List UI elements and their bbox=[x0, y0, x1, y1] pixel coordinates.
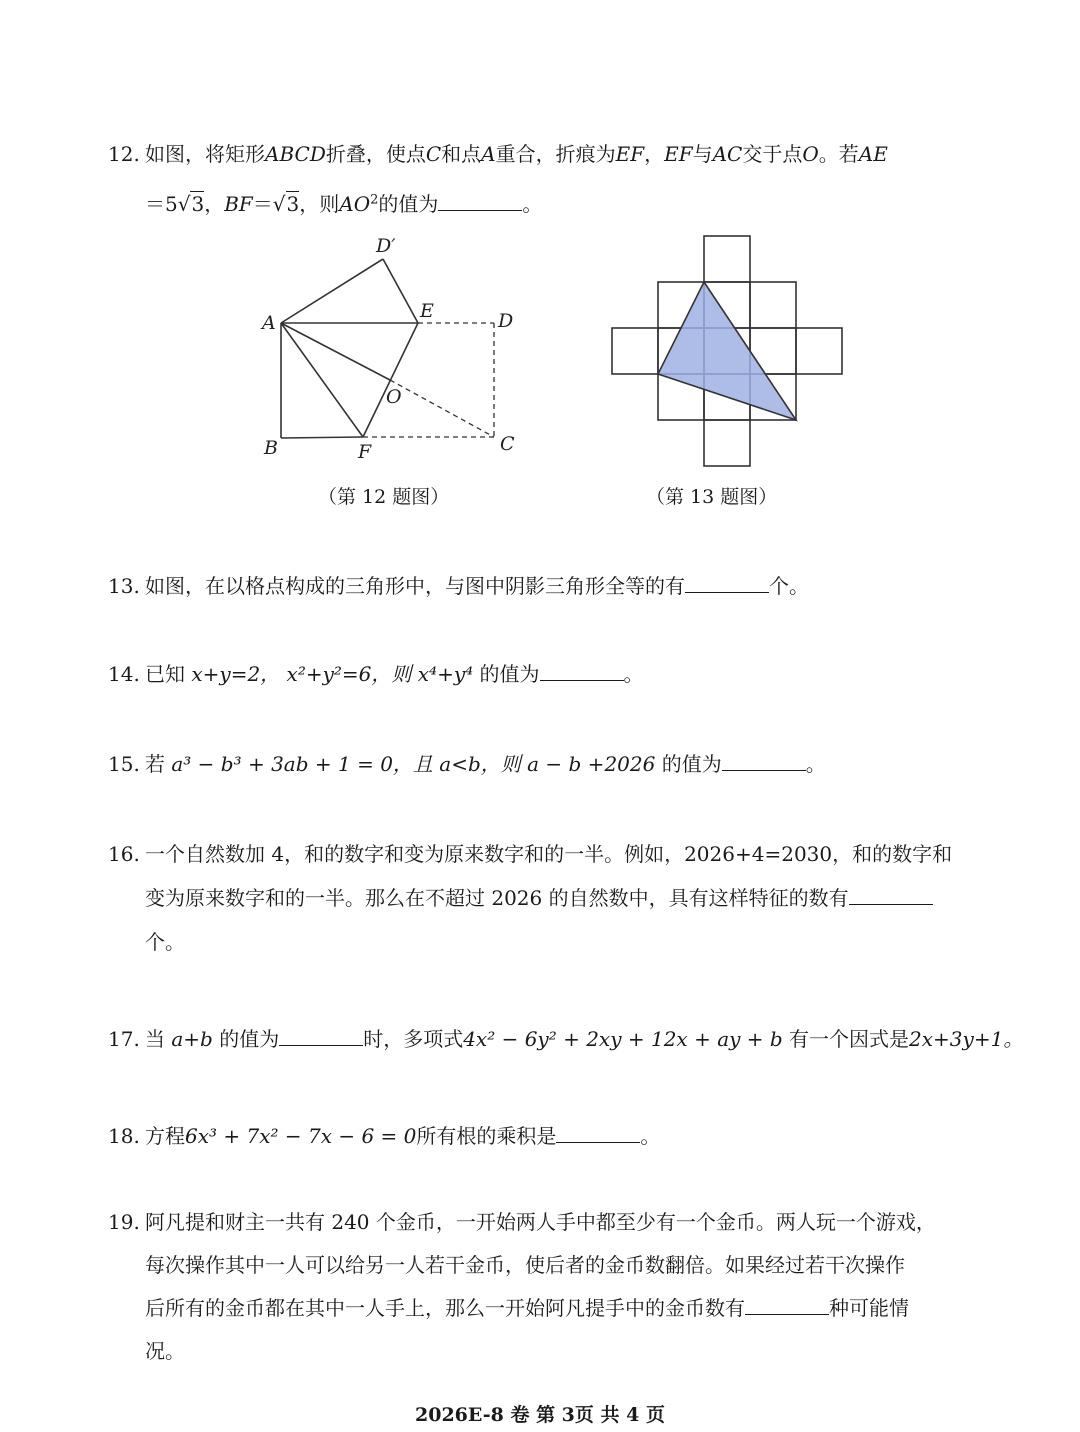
q12-text: 如图，将矩形 bbox=[145, 142, 265, 166]
label-d-prime: D′ bbox=[376, 235, 396, 257]
q12-text: 交于点 bbox=[742, 142, 803, 166]
q17-text: 当 bbox=[145, 1027, 165, 1051]
q13-text: 如图，在以格点构成的三角形中，与图中阴影三角形全等的有 bbox=[145, 574, 685, 598]
q12-text: 重合，折痕为 bbox=[495, 142, 616, 166]
q18-text: 所有根的乘积是 bbox=[416, 1124, 557, 1148]
q13-text: 个。 bbox=[769, 574, 809, 598]
q12-sqrt: 3 bbox=[191, 192, 205, 216]
q12-text: ＝ bbox=[252, 192, 273, 216]
q12-caption: （第 12 题图） bbox=[318, 486, 450, 508]
q12-sqrt: 3 bbox=[286, 192, 300, 216]
q15-number: 15. bbox=[108, 752, 140, 776]
q15-expr: a<b，则 bbox=[439, 752, 521, 776]
grid-cell bbox=[704, 236, 750, 282]
q12-text: 。 bbox=[522, 192, 543, 216]
q15-text: 。 bbox=[805, 752, 826, 776]
grid-cell bbox=[704, 420, 750, 466]
label-f: F bbox=[358, 441, 372, 463]
segment-ao bbox=[281, 323, 390, 380]
q17-expr: 4x² − 6y² + 2xy + 12x + ay + b bbox=[463, 1027, 783, 1051]
grid-cell bbox=[612, 328, 658, 374]
q12-text: 和点 bbox=[441, 142, 482, 166]
q12-text: ＝5 bbox=[145, 192, 178, 216]
q12-point-a: A bbox=[481, 142, 496, 166]
q12-text: 。若 bbox=[818, 142, 859, 166]
label-b: B bbox=[264, 437, 278, 459]
q16-answer-blank[interactable] bbox=[849, 886, 933, 905]
q19-text: 种可能情 bbox=[829, 1296, 909, 1320]
q12-ef: EF bbox=[664, 142, 693, 166]
q12-point-c: C bbox=[425, 142, 442, 166]
q17-text: 时，多项式 bbox=[363, 1027, 464, 1051]
q12-figure bbox=[250, 230, 540, 470]
q14-text: 已知 bbox=[145, 662, 185, 686]
q19-text: 况。 bbox=[145, 1339, 185, 1363]
grid-cell bbox=[750, 282, 796, 328]
q19-text: 后所有的金币都在其中一人手上，那么一开始阿凡提手中的金币数有 bbox=[145, 1296, 745, 1320]
label-a: A bbox=[262, 312, 276, 334]
q12-ae: AE bbox=[858, 142, 888, 166]
label-c: C bbox=[500, 433, 515, 455]
q18-expr: 6x³ + 7x² − 7x − 6 = 0 bbox=[185, 1124, 417, 1148]
q15-text: 若 bbox=[145, 752, 165, 776]
page-footer: 2026E-8 卷 第 3页 共 4 页 bbox=[415, 1404, 665, 1426]
q19-text: 每次操作其中一人可以给另一人若干金币，使后者的金币数翻倍。如果经过若干次操作 bbox=[145, 1253, 905, 1277]
segment-oc-dashed bbox=[390, 380, 494, 437]
q13-figure bbox=[608, 232, 848, 472]
q12-ef: EF bbox=[615, 142, 645, 166]
q12-text: 与 bbox=[692, 142, 713, 166]
q16-text: 个。 bbox=[145, 930, 185, 954]
q13-number: 13. bbox=[108, 574, 140, 598]
segment-ad-prime bbox=[281, 259, 383, 323]
q15-expr: a³ − b³ + 3ab + 1 = 0，且 bbox=[171, 752, 433, 776]
q12-text: ， bbox=[644, 142, 665, 166]
q14-text: 。 bbox=[623, 662, 644, 686]
q16-number: 16. bbox=[108, 842, 140, 866]
q14-expr: x²+y²=6，则 bbox=[286, 662, 412, 686]
segment-bf bbox=[281, 437, 363, 438]
q17-number: 17. bbox=[108, 1027, 140, 1051]
q17-expr: 2x+3y+1。 bbox=[909, 1027, 1024, 1051]
q14-number: 14. bbox=[108, 662, 140, 686]
q12-bf: BF bbox=[224, 192, 253, 216]
label-d: D bbox=[498, 310, 514, 332]
q18-number: 18. bbox=[108, 1124, 140, 1148]
q13-answer-blank[interactable] bbox=[685, 574, 769, 593]
q12-number: 12. bbox=[108, 142, 140, 166]
q12-ao: AO bbox=[339, 192, 371, 216]
q12-square: 2 bbox=[370, 192, 379, 208]
q19-answer-blank[interactable] bbox=[745, 1296, 829, 1315]
q18-text: 。 bbox=[640, 1124, 661, 1148]
q14-expr: x+y=2， bbox=[191, 662, 281, 686]
q12-rect: ABCD bbox=[265, 142, 326, 166]
q13-caption: （第 13 题图） bbox=[646, 486, 778, 508]
label-e: E bbox=[420, 300, 434, 322]
q18-text: 方程 bbox=[145, 1124, 185, 1148]
q12-point-o: O bbox=[802, 142, 819, 166]
q15-text: 的值为 bbox=[661, 752, 722, 776]
segment-d-prime-e bbox=[383, 259, 418, 323]
q12-text: 的值为 bbox=[378, 192, 439, 216]
segment-af bbox=[281, 323, 363, 437]
q14-expr: x⁴+y⁴ bbox=[417, 662, 474, 686]
q16-text: 一个自然数加 4，和的数字和变为原来数字和的一半。例如，2026+4=2030，和的数字和 bbox=[145, 842, 953, 866]
q17-expr: a+b bbox=[171, 1027, 213, 1051]
q19-text: 阿凡提和财主一共有 240 个金币，一开始两人手中都至少有一个金币。两人玩一个游戏， bbox=[145, 1210, 936, 1234]
q19-number: 19. bbox=[108, 1210, 140, 1234]
q12-text: ， bbox=[204, 192, 225, 216]
q12-answer-blank[interactable] bbox=[438, 192, 522, 211]
q15-answer-blank[interactable] bbox=[722, 752, 806, 771]
q16-text: 变为原来数字和的一半。那么在不超过 2026 的自然数中，具有这样特征的数有 bbox=[145, 886, 849, 910]
q17-text: 的值为 bbox=[219, 1027, 280, 1051]
q12-text: 折叠，使点 bbox=[325, 142, 426, 166]
q17-answer-blank[interactable] bbox=[279, 1027, 363, 1046]
q15-expr: a − b +2026 bbox=[527, 752, 656, 776]
shaded-triangle bbox=[658, 282, 796, 420]
q18-answer-blank[interactable] bbox=[556, 1124, 640, 1143]
q14-answer-blank[interactable] bbox=[540, 662, 624, 681]
grid-cell bbox=[796, 328, 842, 374]
q14-text: 的值为 bbox=[479, 662, 540, 686]
label-o: O bbox=[386, 386, 402, 408]
q12-ac: AC bbox=[712, 142, 743, 166]
q12-text: ，则 bbox=[299, 192, 340, 216]
q17-text: 有一个因式是 bbox=[789, 1027, 910, 1051]
